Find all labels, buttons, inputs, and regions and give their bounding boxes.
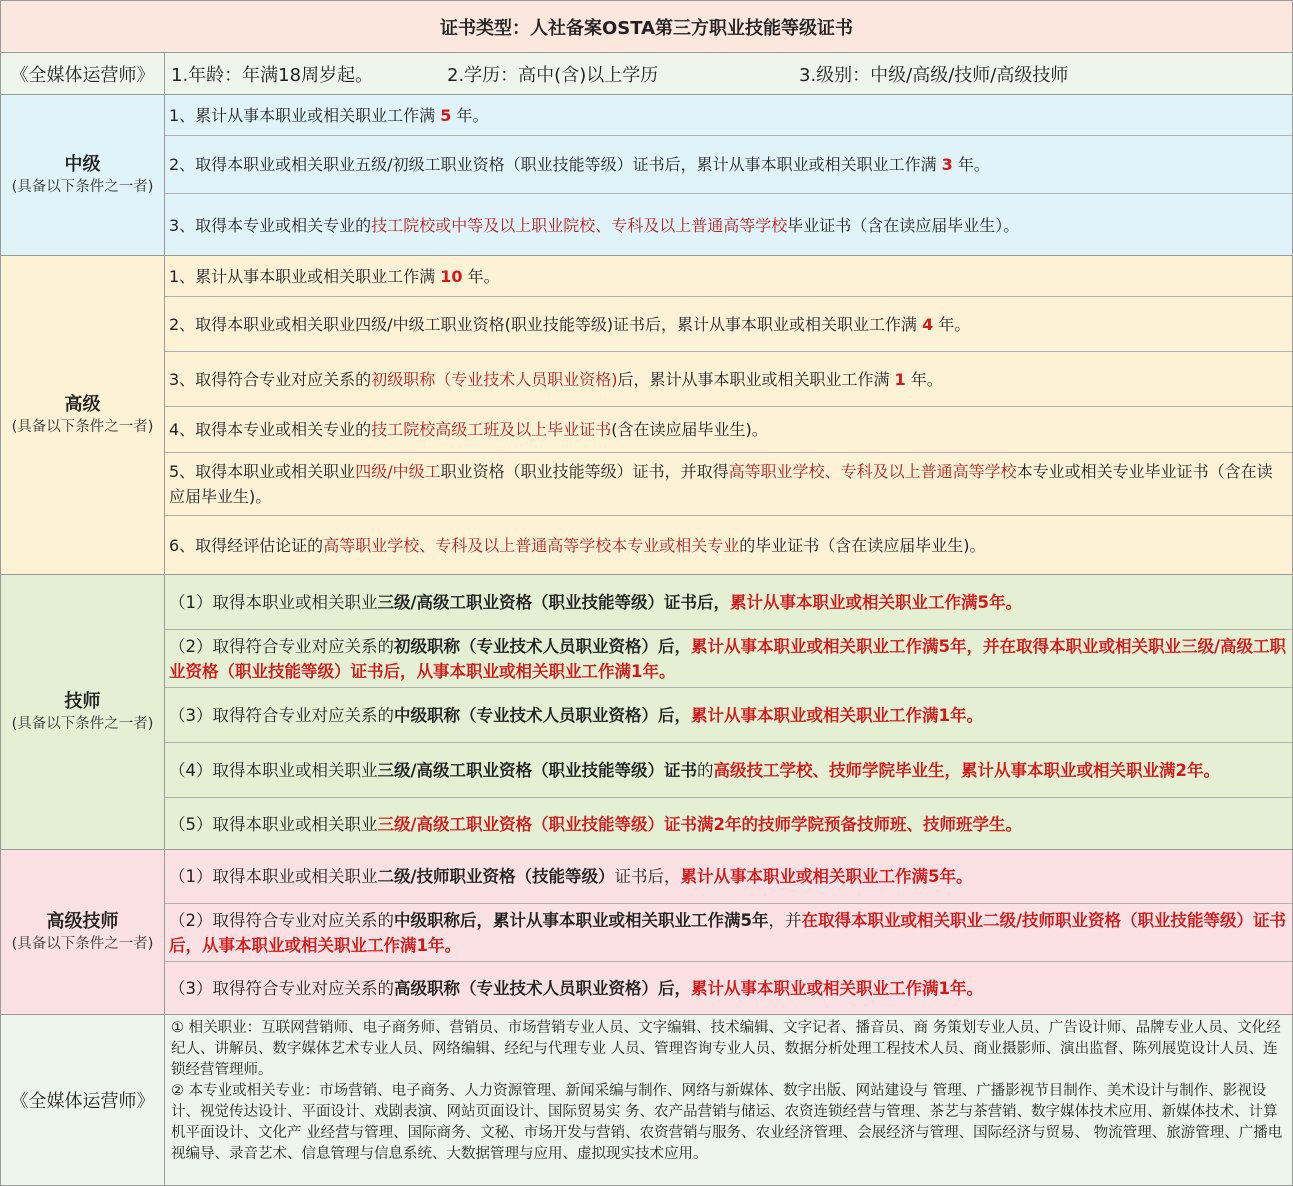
condition-item: 5、取得本职业或相关职业四级/中级工职业资格（职业技能等级）证书，并取得高等职业学校、专科及以上普通高等学校本专业或相关专业毕业证书（含在读应届毕业生)。 [165,453,1292,516]
condition-item: 1、累计从事本职业或相关职业工作满 10 年。 [165,256,1292,297]
condition-item: （2）取得符合专业对应关系的中级职称后，累计从事本职业或相关职业工作满5年，并在取得本职业或相关职业二级/技师职业资格（职业技能等级）证书后，从事本职业或相关职业工作满1年。 [165,904,1292,962]
level-title: 高级技师 [46,911,119,932]
condition-item: （1）取得本职业或相关职业三级/高级工职业资格（职业技能等级）证书后，累计从事本职业或相关职业工作满5年。 [165,575,1292,630]
condition-item: 2、取得本职业或相关职业五级/初级工职业资格（职业技能等级）证书后，累计从事本职业或相关职业工作满 3 年。 [165,136,1292,194]
condition-item: 2、取得本职业或相关职业四级/中级工职业资格(职业技能等级)证书后，累计从事本职业或相关职业工作满 4 年。 [165,297,1292,352]
section-jishi [0,575,1293,850]
overview-label: 《全媒体运营师》 [10,64,155,86]
footer-row [0,1015,1293,1186]
level-title: 中级 [64,154,101,175]
level-subtitle: (具备以下条件之一者) [11,716,154,732]
condition-item: 1、累计从事本职业或相关职业工作满 5 年。 [165,95,1292,136]
condition-item: 3、取得符合专业对应关系的初级职称（专业技术人员职业资格)后，累计从事本职业或相关职业工作满 1 年。 [165,352,1292,407]
condition-item: 6、取得经评估论证的高等职业学校、专科及以上普通高等学校本专业或相关专业的毕业证书（含在读应届毕业生)。 [169,536,986,555]
section-gaojijishi [0,850,1293,1015]
condition-item: （2）取得符合专业对应关系的初级职称（专业技术人员职业资格）后，累计从事本职业或相关职业工作满5年，并在取得本职业或相关职业三级/高级工职业资格（职业技能等级）证书后，从事本职业或相关职业工作满1年。 [165,630,1292,688]
level-subtitle: (具备以下条件之一者) [11,936,154,952]
level-title: 高级 [64,394,101,415]
related-occupations: ① 相关职业：互联网营销师、电子商务师、营销员、市场营销专业人员、文字编辑、技术编辑、文字记者、播音员、商 务策划专业人员、广告设计师、品牌专业人员、文化经纪人、讲解员、数字媒体艺术专业人员、网络编辑、经纪与代理专业 人员、管理咨询专业人员、数据分析处理工程技术人员、商业摄影师、演出监督、陈列展览设计人员、连锁经营管理师。 [171,1020,1281,1078]
section-gaoji [0,256,1293,575]
levels-info: 3.级别：中级/高级/技师/高级技师 [799,64,1069,86]
condition-item: 3、取得本专业或相关专业的技工院校或中等及以上职业院校、专科及以上普通高等学校毕业证书（含在读应届毕业生）。 [169,215,1020,235]
condition-item: （1）取得本职业或相关职业二级/技师职业资格（技能等级）证书后，累计从事本职业或相关职业工作满5年。 [165,850,1292,904]
condition-item: （5）取得本职业或相关职业三级/高级工职业资格（职业技能等级）证书满2年的技师学院预备技师班、技师班学生。 [169,814,1023,834]
condition-item: 4、取得本专业或相关专业的技工院校高级工班及以上毕业证书(含在读应届毕业生)。 [165,407,1292,453]
section-zhongji [0,95,1293,256]
age-requirement: 1.年龄：年满18周岁起。 [171,64,374,86]
overview-row [0,53,1293,95]
condition-item: （3）取得符合专业对应关系的高级职称（专业技术人员职业资格）后，累计从事本职业或相关职业工作满1年。 [169,979,983,998]
page-title: 证书类型：人社备案OSTA第三方职业技能等级证书 [439,17,854,39]
level-subtitle: (具备以下条件之一者) [11,419,154,435]
level-subtitle: (具备以下条件之一者) [11,179,154,195]
condition-item: （3）取得符合专业对应关系的中级职称（专业技术人员职业资格）后，累计从事本职业或相关职业工作满1年。 [165,688,1292,743]
education-requirement: 2.学历：高中(含)以上学历 [447,64,659,86]
footer-label: 《全媒体运营师》 [10,1091,155,1112]
level-title: 技师 [64,691,101,712]
header-row [0,0,1293,53]
related-majors: ② 本专业或相关专业：市场营销、电子商务、人力资源管理、新闻采编与制作、网络与新媒体、数字出版、网站建设与 管理、广播影视节目制作、美术设计与制作、影视设计、视觉传达设计、平面设计、戏剧表演、网站页面设计、国际贸易实 务、农产品营销与储运、农资连锁经营与管理、茶艺与茶营销、数字媒体技术应用、新媒体技术、计算机平面设计、文化产 业经营与管理、国际商务、文秘、市场开发与营销、农资营销与服务、农业经济管理、会展经济与管理、国际经济与贸易、 物流管理、旅游管理、广播电视编导、录音艺术、信息管理与信息系统、大数据管理与应用、虚拟现实技术应用。 [171,1083,1283,1162]
condition-item: （4）取得本职业或相关职业三级/高级工职业资格（职业技能等级）证书的高级技工学校、技师学院毕业生，累计从事本职业或相关职业满2年。 [165,743,1292,798]
